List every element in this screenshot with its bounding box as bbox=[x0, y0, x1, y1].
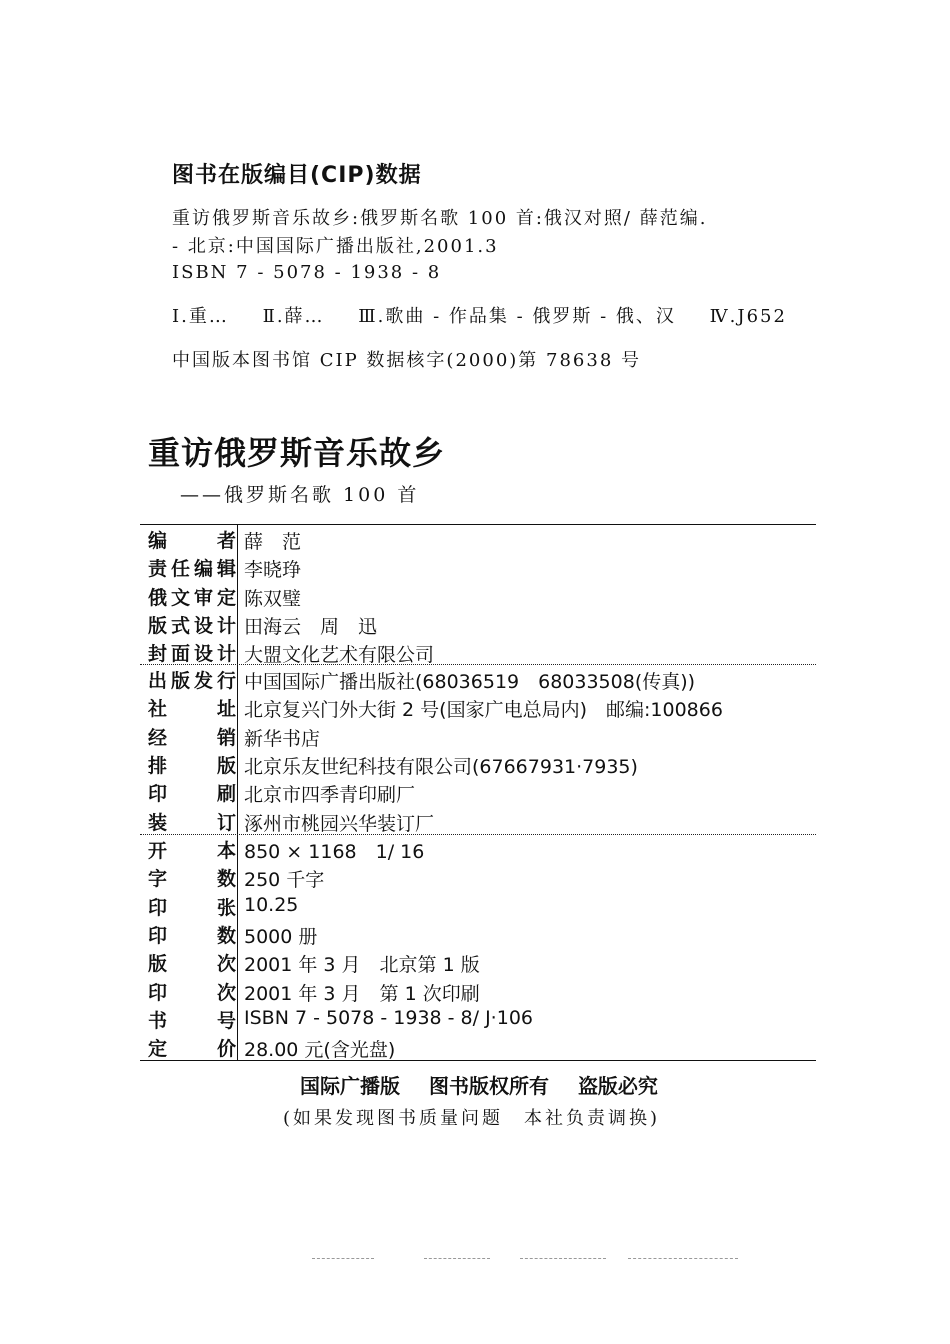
cip-class-2: Ⅱ.薛… bbox=[262, 306, 325, 327]
colophon-label: 印 张 bbox=[148, 896, 236, 919]
colophon-label: 编 者 bbox=[148, 530, 236, 552]
colophon-label: 定 价 bbox=[148, 1038, 236, 1061]
colophon-label: 开 本 bbox=[148, 840, 236, 862]
colophon-label: 俄 文 审 定 bbox=[148, 586, 236, 609]
cip-title-line: 重访俄罗斯音乐故乡:俄罗斯名歌 100 首:俄汉对照/ 薛范编. bbox=[172, 208, 708, 229]
cip-classification bbox=[172, 302, 813, 328]
colophon-value: 涿州市桃园兴华装订厂 bbox=[244, 812, 435, 835]
quality-note: (如果发现图书质量问题 本社负责调换) bbox=[283, 1108, 661, 1129]
colophon-value: 10.25 bbox=[244, 893, 299, 916]
colophon-row bbox=[140, 1004, 830, 1032]
colophon-row bbox=[140, 919, 830, 947]
colophon-label: 字 数 bbox=[148, 868, 236, 891]
colophon-value: 北京市四季青印刷厂 bbox=[244, 784, 416, 807]
colophon-value: 薛 范 bbox=[244, 531, 302, 553]
colophon-label: 印 次 bbox=[148, 981, 236, 1004]
colophon-label: 责 任 编 辑 bbox=[148, 558, 236, 581]
colophon-label: 版 式 设 计 bbox=[148, 614, 236, 637]
colophon-row bbox=[140, 609, 830, 637]
colophon-row bbox=[140, 581, 830, 609]
colophon-value: 2001 年 3 月 北京第 1 版 bbox=[244, 954, 480, 977]
colophon-label: 经 销 bbox=[148, 726, 236, 749]
colophon-value: 250 千字 bbox=[244, 869, 325, 892]
cip-publisher-line: - 北京:中国国际广播出版社,2001.3 bbox=[172, 236, 499, 257]
copyright-part-3: 盗版必究 bbox=[577, 1074, 658, 1098]
colophon-value: 陈双璧 bbox=[244, 587, 302, 610]
colophon-value: 大盟文化艺术有限公司 bbox=[244, 644, 435, 667]
colophon-row bbox=[140, 552, 830, 580]
colophon-row bbox=[140, 834, 830, 862]
colophon-value: 新华书店 bbox=[244, 727, 321, 750]
colophon-row bbox=[140, 1032, 830, 1060]
colophon-value: 850 × 1168 1/ 16 bbox=[244, 841, 425, 863]
colophon-value: 2001 年 3 月 第 1 次印刷 bbox=[244, 982, 480, 1005]
book-subtitle: ——俄罗斯名歌 100 首 bbox=[180, 484, 420, 506]
copyright-part-2: 图书版权所有 bbox=[428, 1074, 549, 1098]
colophon-label: 排 版 bbox=[148, 754, 236, 777]
colophon-value: ISBN 7 - 5078 - 1938 - 8/ J·106 bbox=[244, 1006, 533, 1029]
colophon-label: 印 数 bbox=[148, 924, 236, 947]
cip-verification: 中国版本图书馆 CIP 数据核字(2000)第 78638 号 bbox=[172, 350, 641, 371]
copyright-part-1: 国际广播版 bbox=[300, 1074, 400, 1098]
scan-mark bbox=[312, 1258, 374, 1259]
colophon-row bbox=[140, 524, 830, 552]
scan-mark bbox=[520, 1258, 606, 1259]
colophon-row bbox=[140, 976, 830, 1004]
colophon-value: 北京乐友世纪科技有限公司(67667931·7935) bbox=[244, 755, 638, 778]
colophon-label: 封 面 设 计 bbox=[148, 643, 236, 666]
colophon-label: 书 号 bbox=[148, 1009, 236, 1032]
cip-isbn: ISBN 7 - 5078 - 1938 - 8 bbox=[172, 262, 442, 283]
scan-mark bbox=[628, 1258, 738, 1259]
colophon-value: 李晓琤 bbox=[244, 559, 302, 582]
colophon-row bbox=[140, 891, 830, 919]
scan-mark bbox=[424, 1258, 490, 1259]
cip-class-1: Ⅰ.重… bbox=[172, 306, 229, 327]
colophon-row bbox=[140, 637, 830, 665]
colophon-value: 5000 册 bbox=[244, 925, 318, 948]
book-title: 重访俄罗斯音乐故乡 bbox=[148, 434, 446, 472]
colophon-value: 28.00 元(含光盘) bbox=[244, 1039, 396, 1062]
colophon-row bbox=[140, 692, 830, 720]
colophon-row bbox=[140, 749, 830, 777]
colophon-row bbox=[140, 862, 830, 890]
colophon-row bbox=[140, 664, 830, 692]
colophon-value: 中国国际广播出版社(68036519 68033508(传真)) bbox=[244, 671, 696, 693]
colophon-label: 装 订 bbox=[148, 811, 236, 834]
cip-heading: 图书在版编目(CIP)数据 bbox=[172, 163, 422, 188]
table-bottom-rule bbox=[140, 1060, 816, 1061]
colophon-label: 版 次 bbox=[148, 953, 236, 976]
colophon-value: 田海云 周 迅 bbox=[244, 615, 378, 638]
colophon-label: 社 址 bbox=[148, 698, 236, 721]
colophon-label: 印 刷 bbox=[148, 783, 236, 806]
colophon-label: 出 版 发 行 bbox=[148, 670, 236, 692]
colophon-row bbox=[140, 947, 830, 975]
colophon-row bbox=[140, 777, 830, 805]
colophon-row bbox=[140, 806, 830, 834]
cip-class-4: Ⅳ.J652 bbox=[709, 306, 787, 327]
colophon-row bbox=[140, 721, 830, 749]
copyright-line bbox=[300, 1070, 680, 1099]
colophon-value: 北京复兴门外大街 2 号(国家广电总局内) 邮编:100866 bbox=[244, 699, 723, 722]
cip-class-3: Ⅲ.歌曲 - 作品集 - 俄罗斯 - 俄、汉 bbox=[358, 306, 676, 327]
